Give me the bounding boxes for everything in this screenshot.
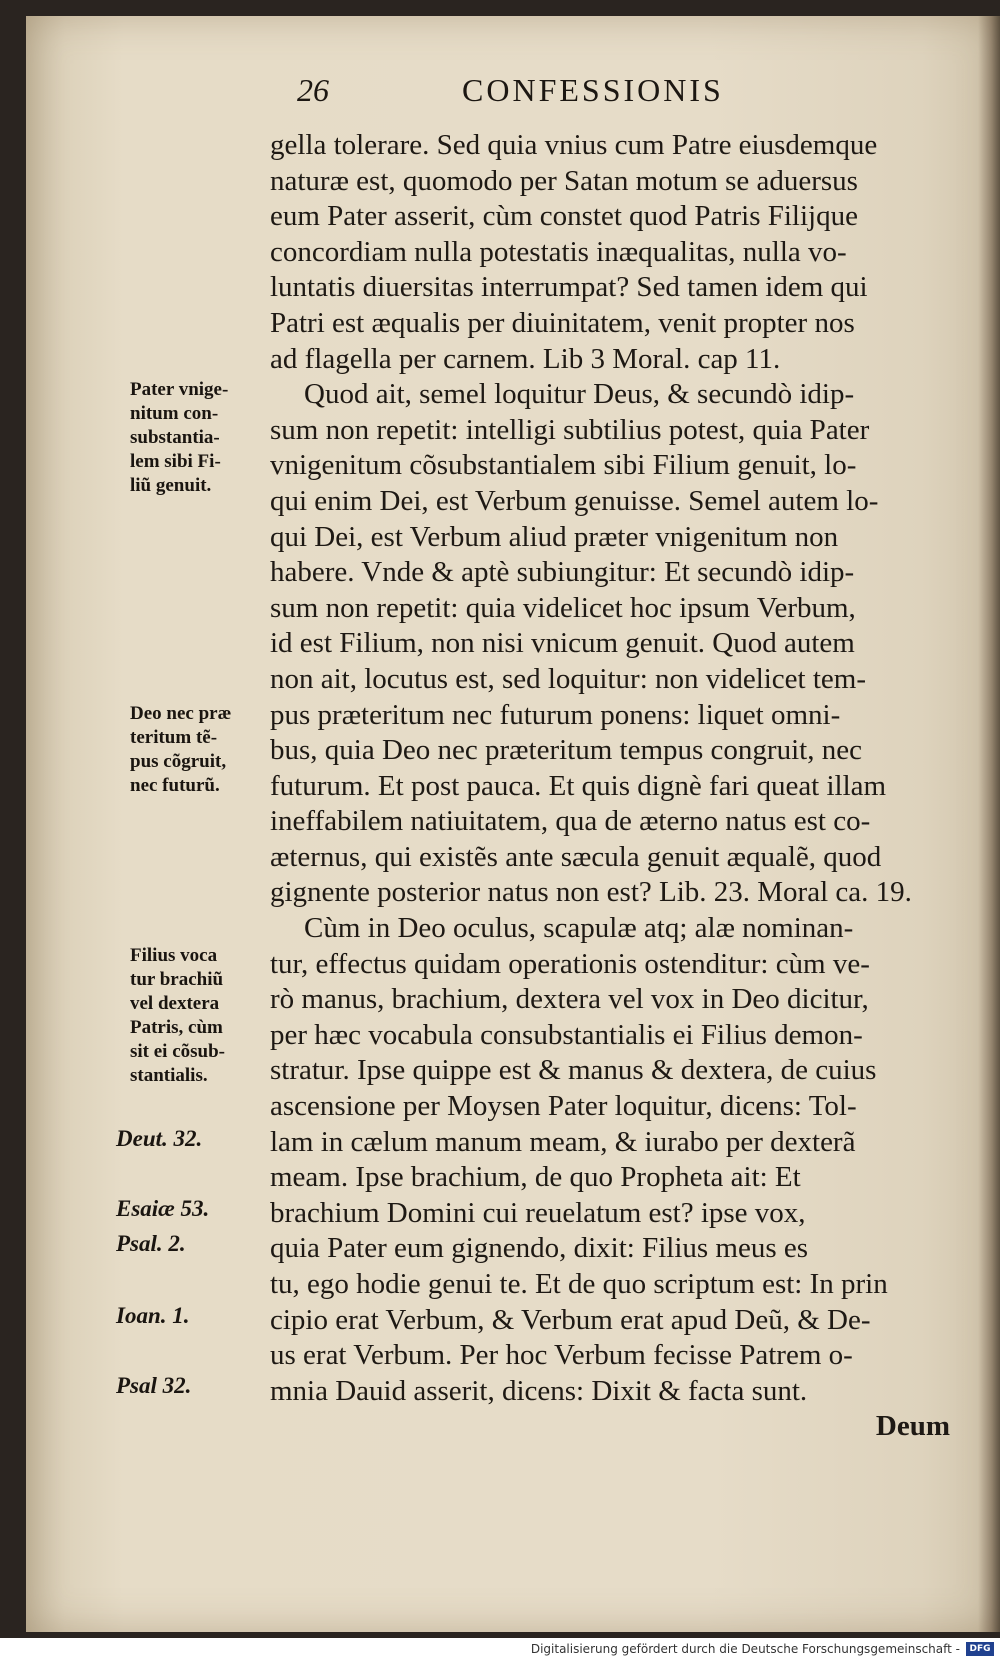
text-line: qui enim Dei, est Verbum genuisse. Semel autem lo-	[270, 484, 879, 517]
page-gutter-shadow	[978, 16, 1000, 1632]
margin-note-line: nec futurũ.	[130, 775, 220, 796]
catchword: Deum	[875, 1410, 950, 1443]
text-line: gella tolerare. Sed quia vnius cum Patre eiusdemque	[270, 129, 878, 161]
margin-note-pater-vnigenitum	[130, 378, 270, 498]
margin-note-line: teritum tẽ-	[130, 727, 218, 748]
dfg-logo-icon: DFG	[966, 1642, 994, 1656]
margin-note-line: Patris, cùm	[130, 1017, 223, 1038]
margin-note-line: tur brachiũ	[130, 969, 224, 990]
page-number: 26	[297, 72, 329, 108]
text-line: meam. Ipse brachium, de quo Propheta ait: Et	[270, 1161, 801, 1194]
text-line: per hæc vocabula consubstantialis ei Filius demon-	[270, 1018, 863, 1051]
text-line: ineffabilem natiuitatem, qua de æterno natus est co-	[270, 805, 871, 838]
margin-note-line: Filius voca	[130, 945, 218, 966]
margin-ref-esaiae: Esaiæ 53.	[116, 1196, 210, 1221]
text-line: bus, quia Deo nec præteritum tempus congruit, nec	[270, 734, 862, 767]
footer-credit-text: Digitalisierung gefördert durch die Deutsche Forschungsgemeinschaft -	[530, 1642, 960, 1656]
margin-note-line: pus cõgruit,	[130, 751, 227, 772]
margin-note-line: Pater vnige-	[130, 379, 229, 400]
margin-note-filius-brachium	[130, 944, 270, 1088]
text-line: tur, effectus quidam operationis ostenditur: cùm ve-	[270, 947, 870, 980]
text-line: tu, ego hodie genui te. Et de quo scriptum est: In prin	[270, 1268, 888, 1300]
text-line: habere. Vnde & aptè subiungitur: Et secundò idip-	[270, 556, 855, 589]
text-line: ad flagella per carnem. Lib 3 Moral. cap 11.	[270, 342, 781, 375]
margin-note-line: sit ei cõsub-	[130, 1041, 225, 1062]
text-line: id est Filium, non nisi vnicum genuit. Quod autem	[270, 627, 855, 660]
text-line: qui Dei, est Verbum aliud præter vnigenitum non	[270, 520, 839, 553]
text-line: vnigenitum cõsubstantialem sibi Filium genuit, lo-	[270, 449, 857, 482]
text-line: non ait, locutus est, sed loquitur: non videlicet tem-	[270, 662, 867, 695]
text-line: gignente posterior natus non est? Lib. 23. Moral ca. 19.	[270, 876, 912, 909]
text-line: stratur. Ipse quippe est & manus & dextera, de cuius	[270, 1054, 877, 1087]
text-line: Patri est æqualis per diuinitatem, venit propter nos	[270, 306, 855, 339]
text-line: us erat Verbum. Per hoc Verbum fecisse Patrem o-	[270, 1339, 853, 1372]
running-head: CONFESSIONIS	[462, 72, 724, 108]
text-line: naturæ est, quomodo per Satan motum se aduersus	[270, 164, 858, 197]
text-line: Cùm in Deo oculus, scapulæ atq; alæ nominan-	[304, 912, 854, 945]
main-text-block	[270, 128, 950, 1445]
margin-ref-psal-32: Psal 32.	[116, 1373, 192, 1398]
text-line: mnia Dauid asserit, dicens: Dixit & facta sunt.	[270, 1374, 808, 1407]
margin-note-line: vel dextera	[130, 993, 220, 1014]
text-line: æternus, qui existẽs ante sæcula genuit æqualẽ, quod	[270, 840, 882, 873]
margin-ref-ioan: Ioan. 1.	[116, 1303, 190, 1328]
text-line: sum non repetit: intelligi subtilius potest, quia Pater	[270, 413, 870, 446]
margin-ref-psal-2: Psal. 2.	[116, 1231, 186, 1256]
text-line: futurum. Et post pauca. Et quis dignè fari queat illam	[270, 769, 887, 802]
margin-note-line: nitum con-	[130, 403, 219, 424]
digitization-footer	[0, 1638, 1000, 1661]
text-line: cipio erat Verbum, & Verbum erat apud Deũ, & De-	[270, 1303, 871, 1336]
margin-ref-deut: Deut. 32.	[116, 1126, 203, 1151]
margin-note-line: stantialis.	[130, 1065, 208, 1086]
text-line: concordiam nulla potestatis inæqualitas, nulla vo-	[270, 235, 847, 268]
margin-note-line: liũ genuit.	[130, 475, 212, 496]
text-line: rò manus, brachium, dextera vel vox in Deo dicitur,	[270, 983, 869, 1016]
margin-note-deo-nec-praeteritum	[130, 702, 270, 798]
text-line: pus præteritum nec futurum ponens: liquet omni-	[270, 698, 841, 731]
text-line: lam in cælum manum meam, & iurabo per dexterã	[270, 1125, 856, 1158]
text-line: sum non repetit: quia videlicet hoc ipsum Verbum,	[270, 591, 856, 624]
text-line: eum Pater asserit, cùm constet quod Patris Filijque	[270, 200, 858, 233]
margin-note-line: substantia-	[130, 427, 220, 448]
margin-note-line: lem sibi Fi-	[130, 451, 221, 472]
margin-note-line: Deo nec præ	[130, 703, 232, 724]
text-line: Quod ait, semel loquitur Deus, & secundò idip-	[304, 378, 855, 411]
text-line: luntatis diuersitas interrumpat? Sed tamen idem qui	[270, 271, 868, 304]
text-line: ascensione per Moysen Pater loquitur, dicens: Tol-	[270, 1090, 857, 1123]
text-line: brachium Domini cui reuelatum est? ipse vox,	[270, 1196, 806, 1229]
text-line: quia Pater eum gignendo, dixit: Filius meus es	[270, 1232, 809, 1265]
